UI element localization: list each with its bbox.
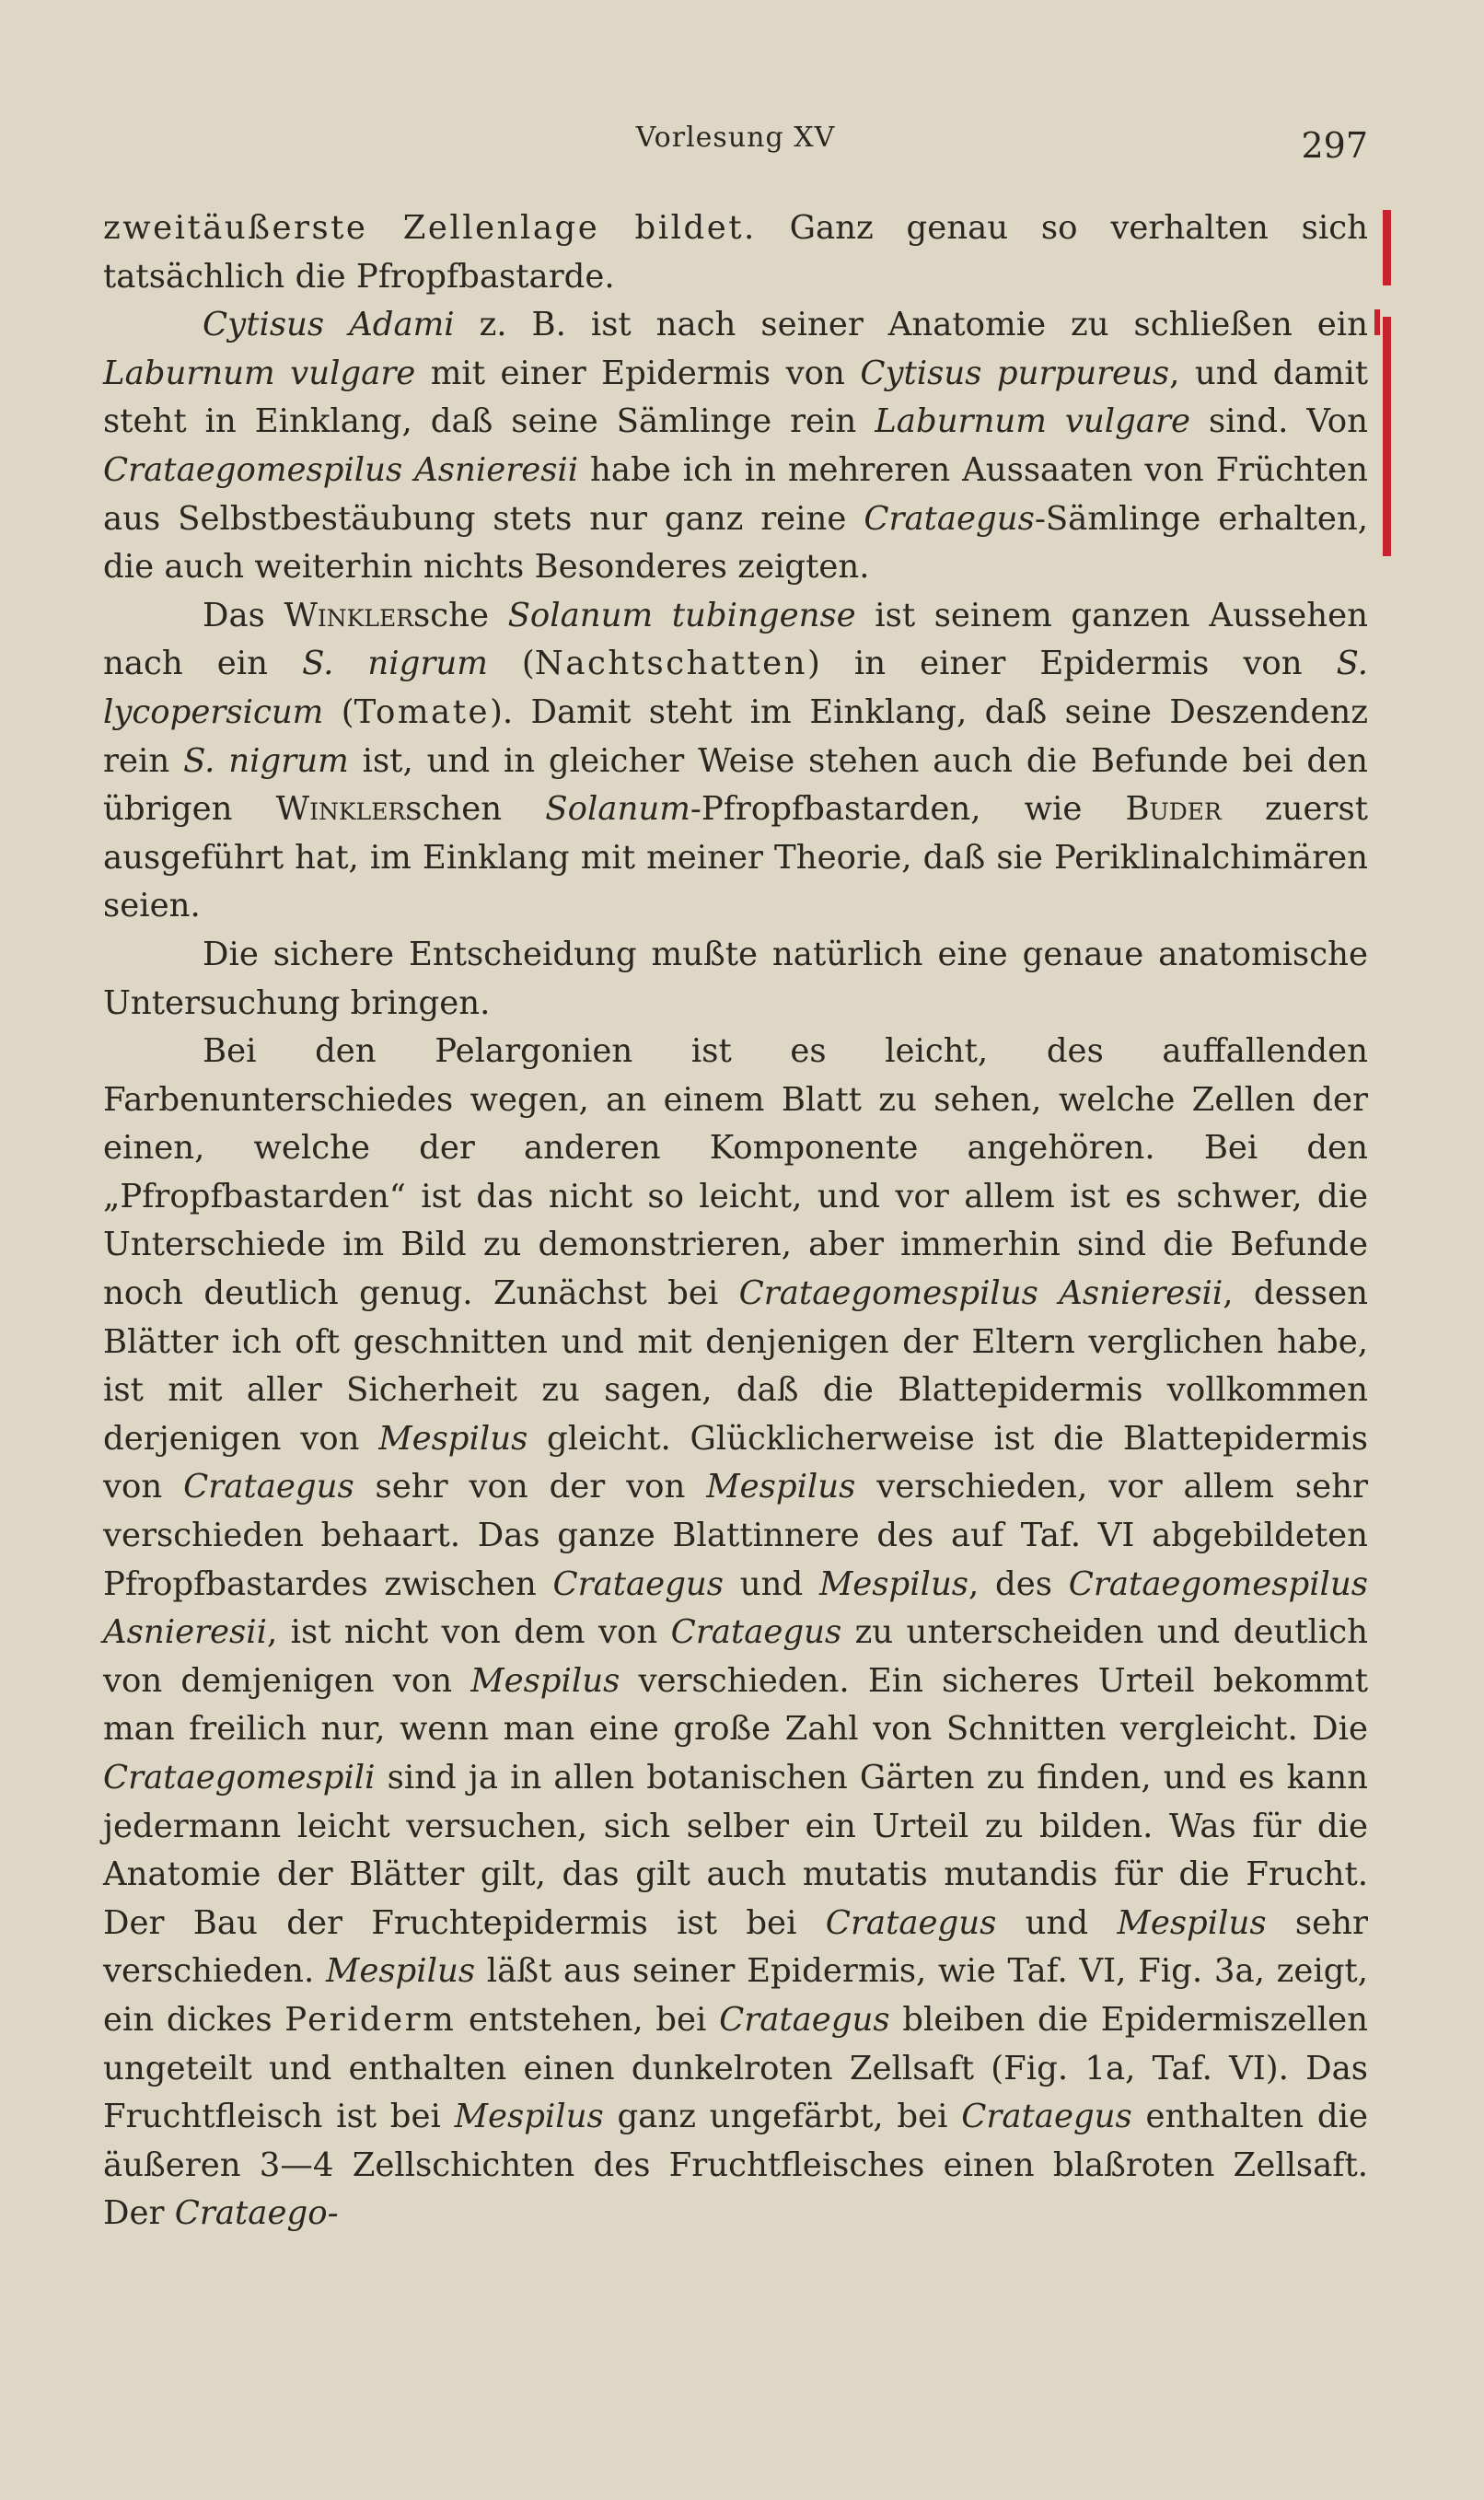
- text-run: mit einer Epidermis von: [415, 354, 861, 392]
- paragraph-5: [103, 1028, 1368, 2238]
- italic-term: Solanum tubingense: [507, 596, 856, 634]
- italic-term: Crataegus: [552, 1564, 724, 1603]
- text-run: sehr von der von: [354, 1468, 707, 1506]
- margin-highlight-mark: [1383, 317, 1391, 556]
- italic-term: Mespilus: [818, 1564, 969, 1603]
- text-run: Ganz genau so verhalten sich tatsächlich die Pfropfbastarde.: [103, 209, 1368, 296]
- text-run: läßt aus seiner Epidermis, wie Taf. VI, Fig. 3a, zeigt, ein dickes: [103, 1952, 1368, 2039]
- text-run: habe ich in mehreren Aussaaten von Früchten aus Selbstbestäubung stets nur ganz reine: [103, 450, 1368, 538]
- text-run: sche: [413, 596, 508, 634]
- text-run: ganz ungefärbt, bei: [603, 2098, 962, 2136]
- italic-term: Mespilus: [706, 1468, 856, 1506]
- italic-term: Mespilus: [378, 1419, 528, 1458]
- text-run: , dessen Blätter ich oft geschnitten und mit denjenigen der Eltern verglichen habe, ist mit aller Sicherheit zu sagen, daß die Blattepidermis vollkommen derjenigen von: [103, 1274, 1368, 1458]
- italic-term: Crataegomespilus Asnieresii: [103, 1564, 1368, 1652]
- italic-term: Crataego-: [174, 2194, 339, 2233]
- paragraph-1: [103, 204, 1368, 301]
- text-run: bleiben die Epidermiszellen ungeteilt und enthalten einen dunkelroten Zellsaft (Fig. 1a, Taf. VI). Das Fruchtfleisch ist bei: [103, 2000, 1369, 2136]
- italic-term: Laburnum vulgare: [103, 354, 416, 392]
- author-name: Winkler: [275, 790, 406, 829]
- italic-term: Crataegus: [719, 2000, 890, 2039]
- text-run: -Sämlinge erhalten, die auch weiterhin nichts Besonderes zeigten.: [103, 499, 1368, 587]
- text-run: ist, und in gleicher Weise stehen auch die Befunde bei den übrigen: [103, 741, 1368, 829]
- text-run: sind. Von: [1190, 402, 1368, 441]
- text-run: sind ja in allen botanischen Gärten zu finden, und es kann jedermann leicht versuchen, sich selber ein Urteil zu bilden. Was für die Anatomie der Blätter gilt, das gilt auch mutatis mutandis für die Frucht. Der Bau der Fruchtepidermis ist bei: [103, 1759, 1368, 1942]
- italic-term: Crataegomespilus Asnieresii: [738, 1274, 1223, 1313]
- text-run: und: [996, 1903, 1118, 1942]
- paragraph-2: [103, 301, 1368, 592]
- margin-highlight-mark: [1374, 309, 1380, 335]
- text-run: entstehen, bei: [456, 2000, 720, 2039]
- text-run: verschieden, vor allem sehr verschieden behaart. Das ganze Blattinnere des auf Taf. VI abgebildeten Pfropfbastardes zwischen: [103, 1468, 1368, 1603]
- italic-term: Solanum: [545, 790, 690, 829]
- italic-term: Mespilus: [325, 1952, 476, 1991]
- italic-term: Crataegomespili: [103, 1759, 376, 1797]
- italic-term: Cytisus purpureus: [860, 354, 1170, 392]
- text-run: , ist nicht von dem von: [267, 1613, 671, 1652]
- body-text: [103, 204, 1368, 2238]
- text-run: z. B. ist nach seiner Anatomie zu schließen ein: [454, 306, 1369, 344]
- text-run: ist seinem ganzen Aussehen nach ein: [103, 596, 1368, 683]
- italic-term: Crataegus: [825, 1903, 997, 1942]
- text-run: sehr verschieden.: [103, 1903, 1368, 1991]
- text-run: verschieden. Ein sicheres Urteil bekommt man freilich nur, wenn man eine große Zahl von Schnitten vergleicht. Die: [103, 1661, 1368, 1749]
- text-run: enthalten die äußeren 3—4 Zellschichten des Fruchtfleisches einen blaßroten Zellsaft. Der: [103, 2098, 1368, 2233]
- text-run: und: [724, 1564, 819, 1603]
- author-name: Winkler: [284, 596, 414, 634]
- italic-term: Cytisus Adami: [203, 306, 455, 344]
- page-header: [103, 122, 1368, 168]
- italic-term: Crataegomespilus Asnieresii: [103, 450, 579, 489]
- text-run: schen: [405, 790, 546, 829]
- text-run: gleicht. Glücklicherweise ist die Blattepidermis von: [103, 1419, 1368, 1506]
- italic-term: Mespilus: [454, 2098, 604, 2136]
- spaced-emphasis: Nachtschatten: [534, 645, 808, 683]
- text-run: , und damit steht in Einklang, daß seine Sämlinge rein: [103, 354, 1368, 441]
- italic-term: Crataegus: [961, 2098, 1132, 2136]
- text-run: Bei den Pelargonien ist es leicht, des auffallenden Farbenunterschiedes wegen, an einem Blatt zu sehen, welche Zellen der einen, welche der anderen Komponente angehören. Bei den „Pfropfbastarden“ ist das nicht so leicht, und vor allem ist es schwer, die Unterschiede im Bild zu demonstrieren, aber immerhin sind die Befunde noch deutlich genug. Zunächst bei: [103, 1032, 1368, 1313]
- text-run: (: [487, 645, 535, 683]
- italic-term: S. nigrum: [183, 741, 349, 780]
- italic-term: Crataegus: [183, 1468, 354, 1506]
- italic-term: S. lycopersicum: [103, 645, 1369, 731]
- spaced-emphasis: Tomate: [354, 692, 490, 731]
- margin-highlight-mark: [1383, 210, 1391, 285]
- author-name: Buder: [1125, 790, 1222, 829]
- italic-term: Laburnum vulgare: [875, 402, 1191, 441]
- italic-term: Crataegus: [864, 499, 1035, 538]
- text-run: zu unterscheiden und deutlich von demjenigen von: [103, 1613, 1368, 1700]
- text-run: Das: [203, 596, 284, 634]
- text-run: -Pfropfbastarden, wie: [690, 790, 1126, 829]
- running-title: Vorlesung XV: [635, 122, 836, 154]
- text-run: (: [323, 692, 354, 731]
- text-run: zuerst ausgeführt hat, im Einklang mit meiner Theorie, daß sie Periklinalchimären seien.: [103, 790, 1369, 925]
- text-run: ). Damit steht im Einklang, daß seine Deszendenz rein: [103, 692, 1368, 780]
- text-run: , des: [968, 1564, 1069, 1603]
- paragraph-3: [103, 592, 1368, 931]
- italic-term: Mespilus: [470, 1661, 620, 1700]
- italic-term: Mespilus: [1117, 1903, 1267, 1942]
- text-run: ) in einer Epidermis von: [807, 645, 1337, 683]
- italic-term: S. nigrum: [302, 645, 488, 683]
- spaced-emphasis: Periderm: [284, 2000, 457, 2039]
- italic-term: Crataegus: [670, 1613, 842, 1652]
- spaced-emphasis: zweitäußerste Zellenlage bildet.: [103, 209, 757, 247]
- page-number: 297: [1301, 125, 1368, 166]
- text-run: Die sichere Entscheidung mußte natürlich eine genaue anatomische Untersuchung bringen.: [103, 935, 1368, 1022]
- paragraph-4: [103, 931, 1368, 1028]
